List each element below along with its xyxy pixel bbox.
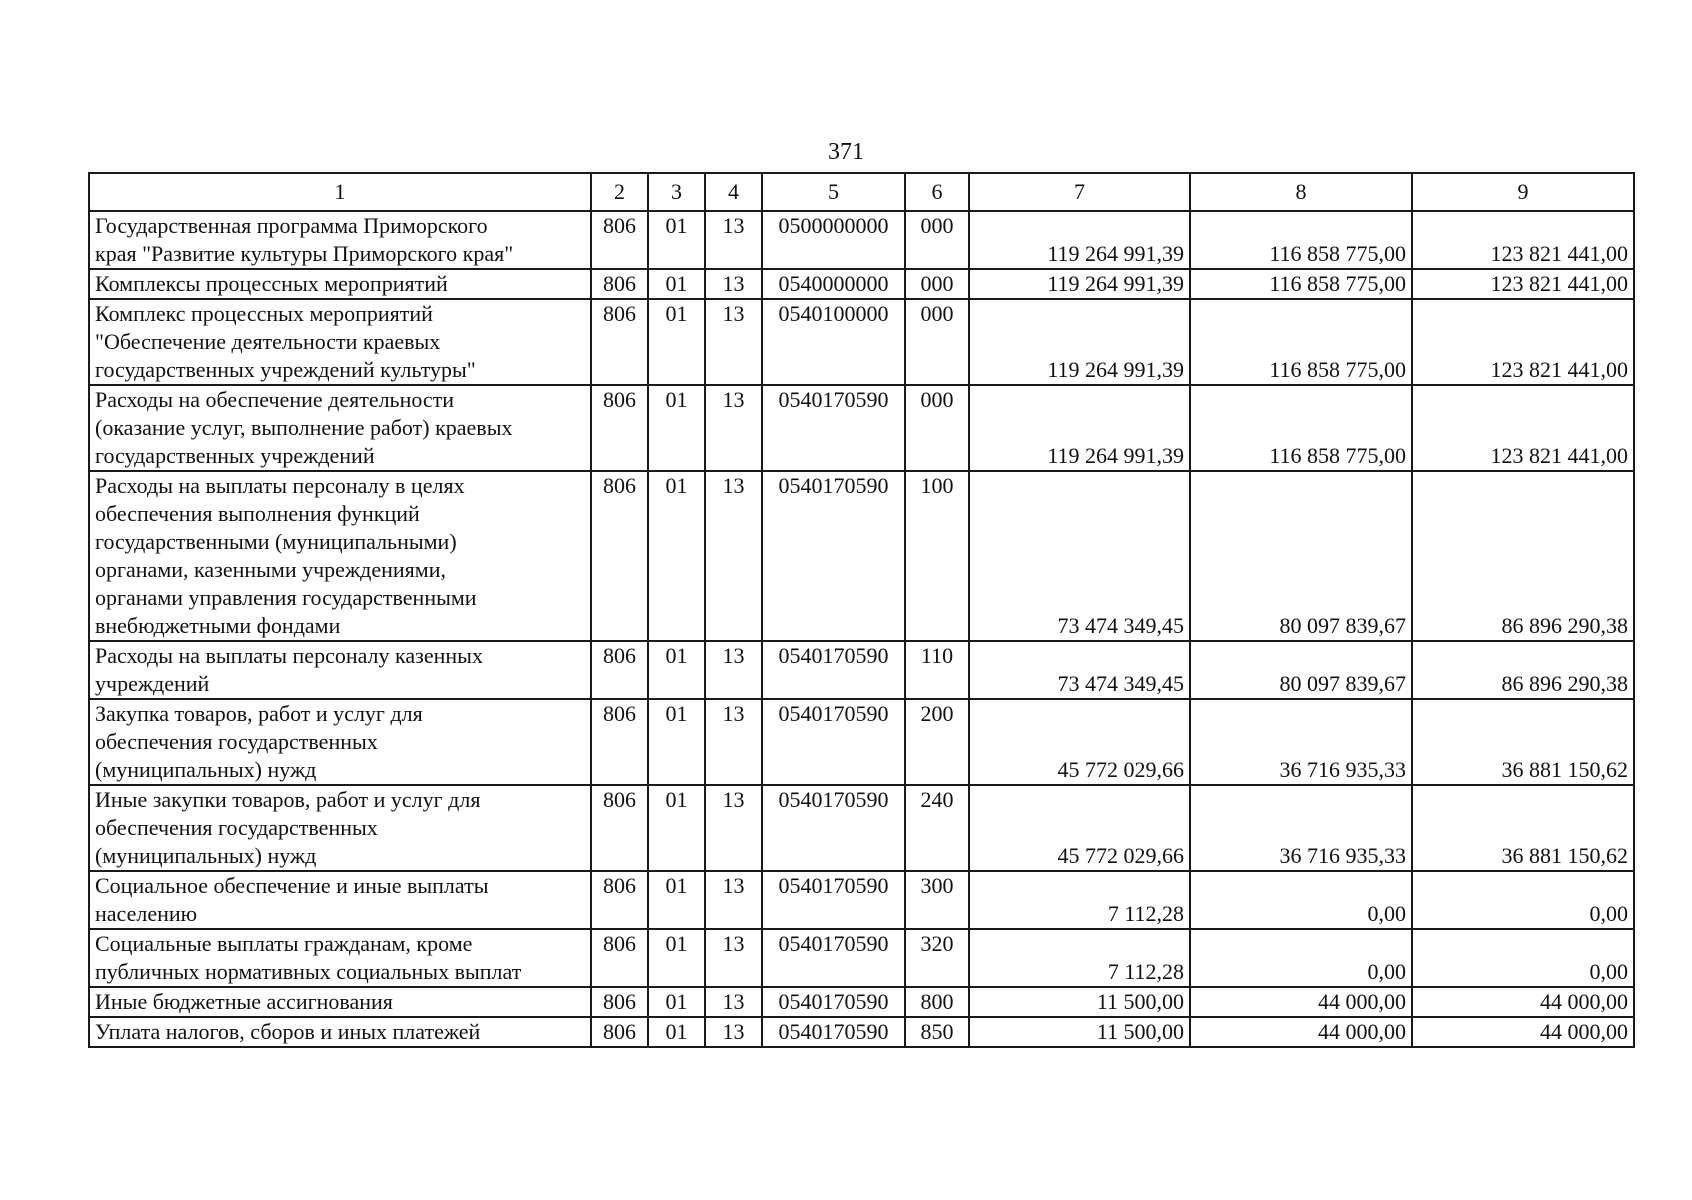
amount-cell-col9: 0,00 (1412, 871, 1634, 929)
amount-cell-col8: 116 858 775,00 (1190, 269, 1412, 299)
amount-cell-col7: 45 772 029,66 (969, 699, 1190, 785)
target-article-cell: 0540170590 (762, 871, 905, 929)
expense-type-cell: 850 (905, 1017, 969, 1047)
ministry-code-cell: 806 (591, 299, 648, 385)
amount-cell-col8: 36 716 935,33 (1190, 785, 1412, 871)
amount-cell-col9: 123 821 441,00 (1412, 299, 1634, 385)
expense-name-cell: Комплексы процессных мероприятий (89, 269, 591, 299)
section-code-cell: 01 (648, 385, 705, 471)
section-code-cell: 01 (648, 211, 705, 269)
amount-cell-col9: 123 821 441,00 (1412, 385, 1634, 471)
section-code-cell: 01 (648, 471, 705, 641)
amount-cell-col9: 123 821 441,00 (1412, 211, 1634, 269)
amount-cell-col8: 80 097 839,67 (1190, 641, 1412, 699)
amount-cell-col8: 0,00 (1190, 929, 1412, 987)
table-row (89, 471, 1634, 641)
target-article-cell: 0540170590 (762, 929, 905, 987)
target-article-cell: 0540170590 (762, 641, 905, 699)
expense-type-cell: 100 (905, 471, 969, 641)
target-article-cell: 0540170590 (762, 1017, 905, 1047)
table-row (89, 871, 1634, 929)
ministry-code-cell: 806 (591, 785, 648, 871)
section-code-cell: 01 (648, 299, 705, 385)
subsection-code-cell: 13 (705, 269, 762, 299)
subsection-code-cell: 13 (705, 299, 762, 385)
subsection-code-cell: 13 (705, 871, 762, 929)
expense-name-cell: Государственная программа Приморского края "Развитие культуры Приморского края" (89, 211, 591, 269)
table-header (89, 173, 1634, 211)
expense-type-cell: 300 (905, 871, 969, 929)
column-header-3: 3 (648, 173, 705, 211)
column-header-5: 5 (762, 173, 905, 211)
subsection-code-cell: 13 (705, 385, 762, 471)
subsection-code-cell: 13 (705, 929, 762, 987)
amount-cell-col9: 36 881 150,62 (1412, 699, 1634, 785)
amount-cell-col9: 44 000,00 (1412, 987, 1634, 1017)
subsection-code-cell: 13 (705, 1017, 762, 1047)
ministry-code-cell: 806 (591, 1017, 648, 1047)
expense-name-cell: Социальные выплаты гражданам, кроме публичных нормативных социальных выплат (89, 929, 591, 987)
subsection-code-cell: 13 (705, 699, 762, 785)
expense-name-cell: Расходы на обеспечение деятельности (оказание услуг, выполнение работ) краевых государственных учреждений (89, 385, 591, 471)
amount-cell-col9: 44 000,00 (1412, 1017, 1634, 1047)
section-code-cell: 01 (648, 1017, 705, 1047)
table-body (89, 211, 1634, 1047)
amount-cell-col8: 116 858 775,00 (1190, 211, 1412, 269)
amount-cell-col8: 0,00 (1190, 871, 1412, 929)
table-row (89, 987, 1634, 1017)
section-code-cell: 01 (648, 641, 705, 699)
table-row (89, 641, 1634, 699)
section-code-cell: 01 (648, 699, 705, 785)
amount-cell-col9: 86 896 290,38 (1412, 641, 1634, 699)
expense-name-cell: Закупка товаров, работ и услуг для обеспечения государственных (муниципальных) нужд (89, 699, 591, 785)
column-header-4: 4 (705, 173, 762, 211)
target-article-cell: 0500000000 (762, 211, 905, 269)
expense-type-cell: 000 (905, 211, 969, 269)
subsection-code-cell: 13 (705, 471, 762, 641)
expense-name-cell: Расходы на выплаты персоналу казенных учреждений (89, 641, 591, 699)
subsection-code-cell: 13 (705, 641, 762, 699)
table-row (89, 385, 1634, 471)
expense-name-cell: Социальное обеспечение и иные выплаты населению (89, 871, 591, 929)
table-row (89, 785, 1634, 871)
amount-cell-col7: 119 264 991,39 (969, 269, 1190, 299)
page-number: 371 (828, 139, 864, 165)
amount-cell-col7: 119 264 991,39 (969, 211, 1190, 269)
amount-cell-col7: 119 264 991,39 (969, 385, 1190, 471)
table-row (89, 299, 1634, 385)
ministry-code-cell: 806 (591, 385, 648, 471)
column-header-7: 7 (969, 173, 1190, 211)
expense-name-cell: Уплата налогов, сборов и иных платежей (89, 1017, 591, 1047)
target-article-cell: 0540170590 (762, 471, 905, 641)
amount-cell-col8: 116 858 775,00 (1190, 385, 1412, 471)
target-article-cell: 0540000000 (762, 269, 905, 299)
ministry-code-cell: 806 (591, 871, 648, 929)
expense-type-cell: 110 (905, 641, 969, 699)
ministry-code-cell: 806 (591, 929, 648, 987)
expense-type-cell: 000 (905, 385, 969, 471)
column-header-2: 2 (591, 173, 648, 211)
amount-cell-col8: 44 000,00 (1190, 1017, 1412, 1047)
amount-cell-col7: 11 500,00 (969, 1017, 1190, 1047)
section-code-cell: 01 (648, 929, 705, 987)
amount-cell-col7: 11 500,00 (969, 987, 1190, 1017)
section-code-cell: 01 (648, 987, 705, 1017)
table-row (89, 929, 1634, 987)
table-row (89, 211, 1634, 269)
amount-cell-col9: 86 896 290,38 (1412, 471, 1634, 641)
amount-cell-col8: 80 097 839,67 (1190, 471, 1412, 641)
amount-cell-col7: 7 112,28 (969, 871, 1190, 929)
section-code-cell: 01 (648, 269, 705, 299)
expense-name-cell: Комплекс процессных мероприятий "Обеспечение деятельности краевых государственных учреждений культуры" (89, 299, 591, 385)
column-header-8: 8 (1190, 173, 1412, 211)
expense-name-cell: Иные закупки товаров, работ и услуг для обеспечения государственных (муниципальных) нужд (89, 785, 591, 871)
subsection-code-cell: 13 (705, 785, 762, 871)
amount-cell-col9: 0,00 (1412, 929, 1634, 987)
table-row (89, 699, 1634, 785)
ministry-code-cell: 806 (591, 471, 648, 641)
ministry-code-cell: 806 (591, 699, 648, 785)
column-header-9: 9 (1412, 173, 1634, 211)
amount-cell-col8: 36 716 935,33 (1190, 699, 1412, 785)
ministry-code-cell: 806 (591, 211, 648, 269)
amount-cell-col8: 44 000,00 (1190, 987, 1412, 1017)
table-row (89, 1017, 1634, 1047)
amount-cell-col9: 36 881 150,62 (1412, 785, 1634, 871)
column-header-1: 1 (89, 173, 591, 211)
table-row (89, 269, 1634, 299)
header-row (89, 173, 1634, 211)
amount-cell-col8: 116 858 775,00 (1190, 299, 1412, 385)
ministry-code-cell: 806 (591, 641, 648, 699)
expense-type-cell: 200 (905, 699, 969, 785)
expense-type-cell: 000 (905, 299, 969, 385)
expense-name-cell: Иные бюджетные ассигнования (89, 987, 591, 1017)
ministry-code-cell: 806 (591, 987, 648, 1017)
section-code-cell: 01 (648, 785, 705, 871)
amount-cell-col7: 7 112,28 (969, 929, 1190, 987)
amount-cell-col7: 73 474 349,45 (969, 641, 1190, 699)
column-header-6: 6 (905, 173, 969, 211)
expense-type-cell: 240 (905, 785, 969, 871)
amount-cell-col9: 123 821 441,00 (1412, 269, 1634, 299)
expense-type-cell: 000 (905, 269, 969, 299)
target-article-cell: 0540170590 (762, 987, 905, 1017)
amount-cell-col7: 73 474 349,45 (969, 471, 1190, 641)
expense-name-cell: Расходы на выплаты персоналу в целях обеспечения выполнения функций государственными (муниципальными) органами, казенными учреждениями, органами управления государственными внебюджетными фондами (89, 471, 591, 641)
expense-type-cell: 800 (905, 987, 969, 1017)
amount-cell-col7: 45 772 029,66 (969, 785, 1190, 871)
budget-table (88, 172, 1635, 1048)
target-article-cell: 0540170590 (762, 385, 905, 471)
target-article-cell: 0540100000 (762, 299, 905, 385)
subsection-code-cell: 13 (705, 987, 762, 1017)
subsection-code-cell: 13 (705, 211, 762, 269)
ministry-code-cell: 806 (591, 269, 648, 299)
section-code-cell: 01 (648, 871, 705, 929)
target-article-cell: 0540170590 (762, 699, 905, 785)
amount-cell-col7: 119 264 991,39 (969, 299, 1190, 385)
expense-type-cell: 320 (905, 929, 969, 987)
target-article-cell: 0540170590 (762, 785, 905, 871)
